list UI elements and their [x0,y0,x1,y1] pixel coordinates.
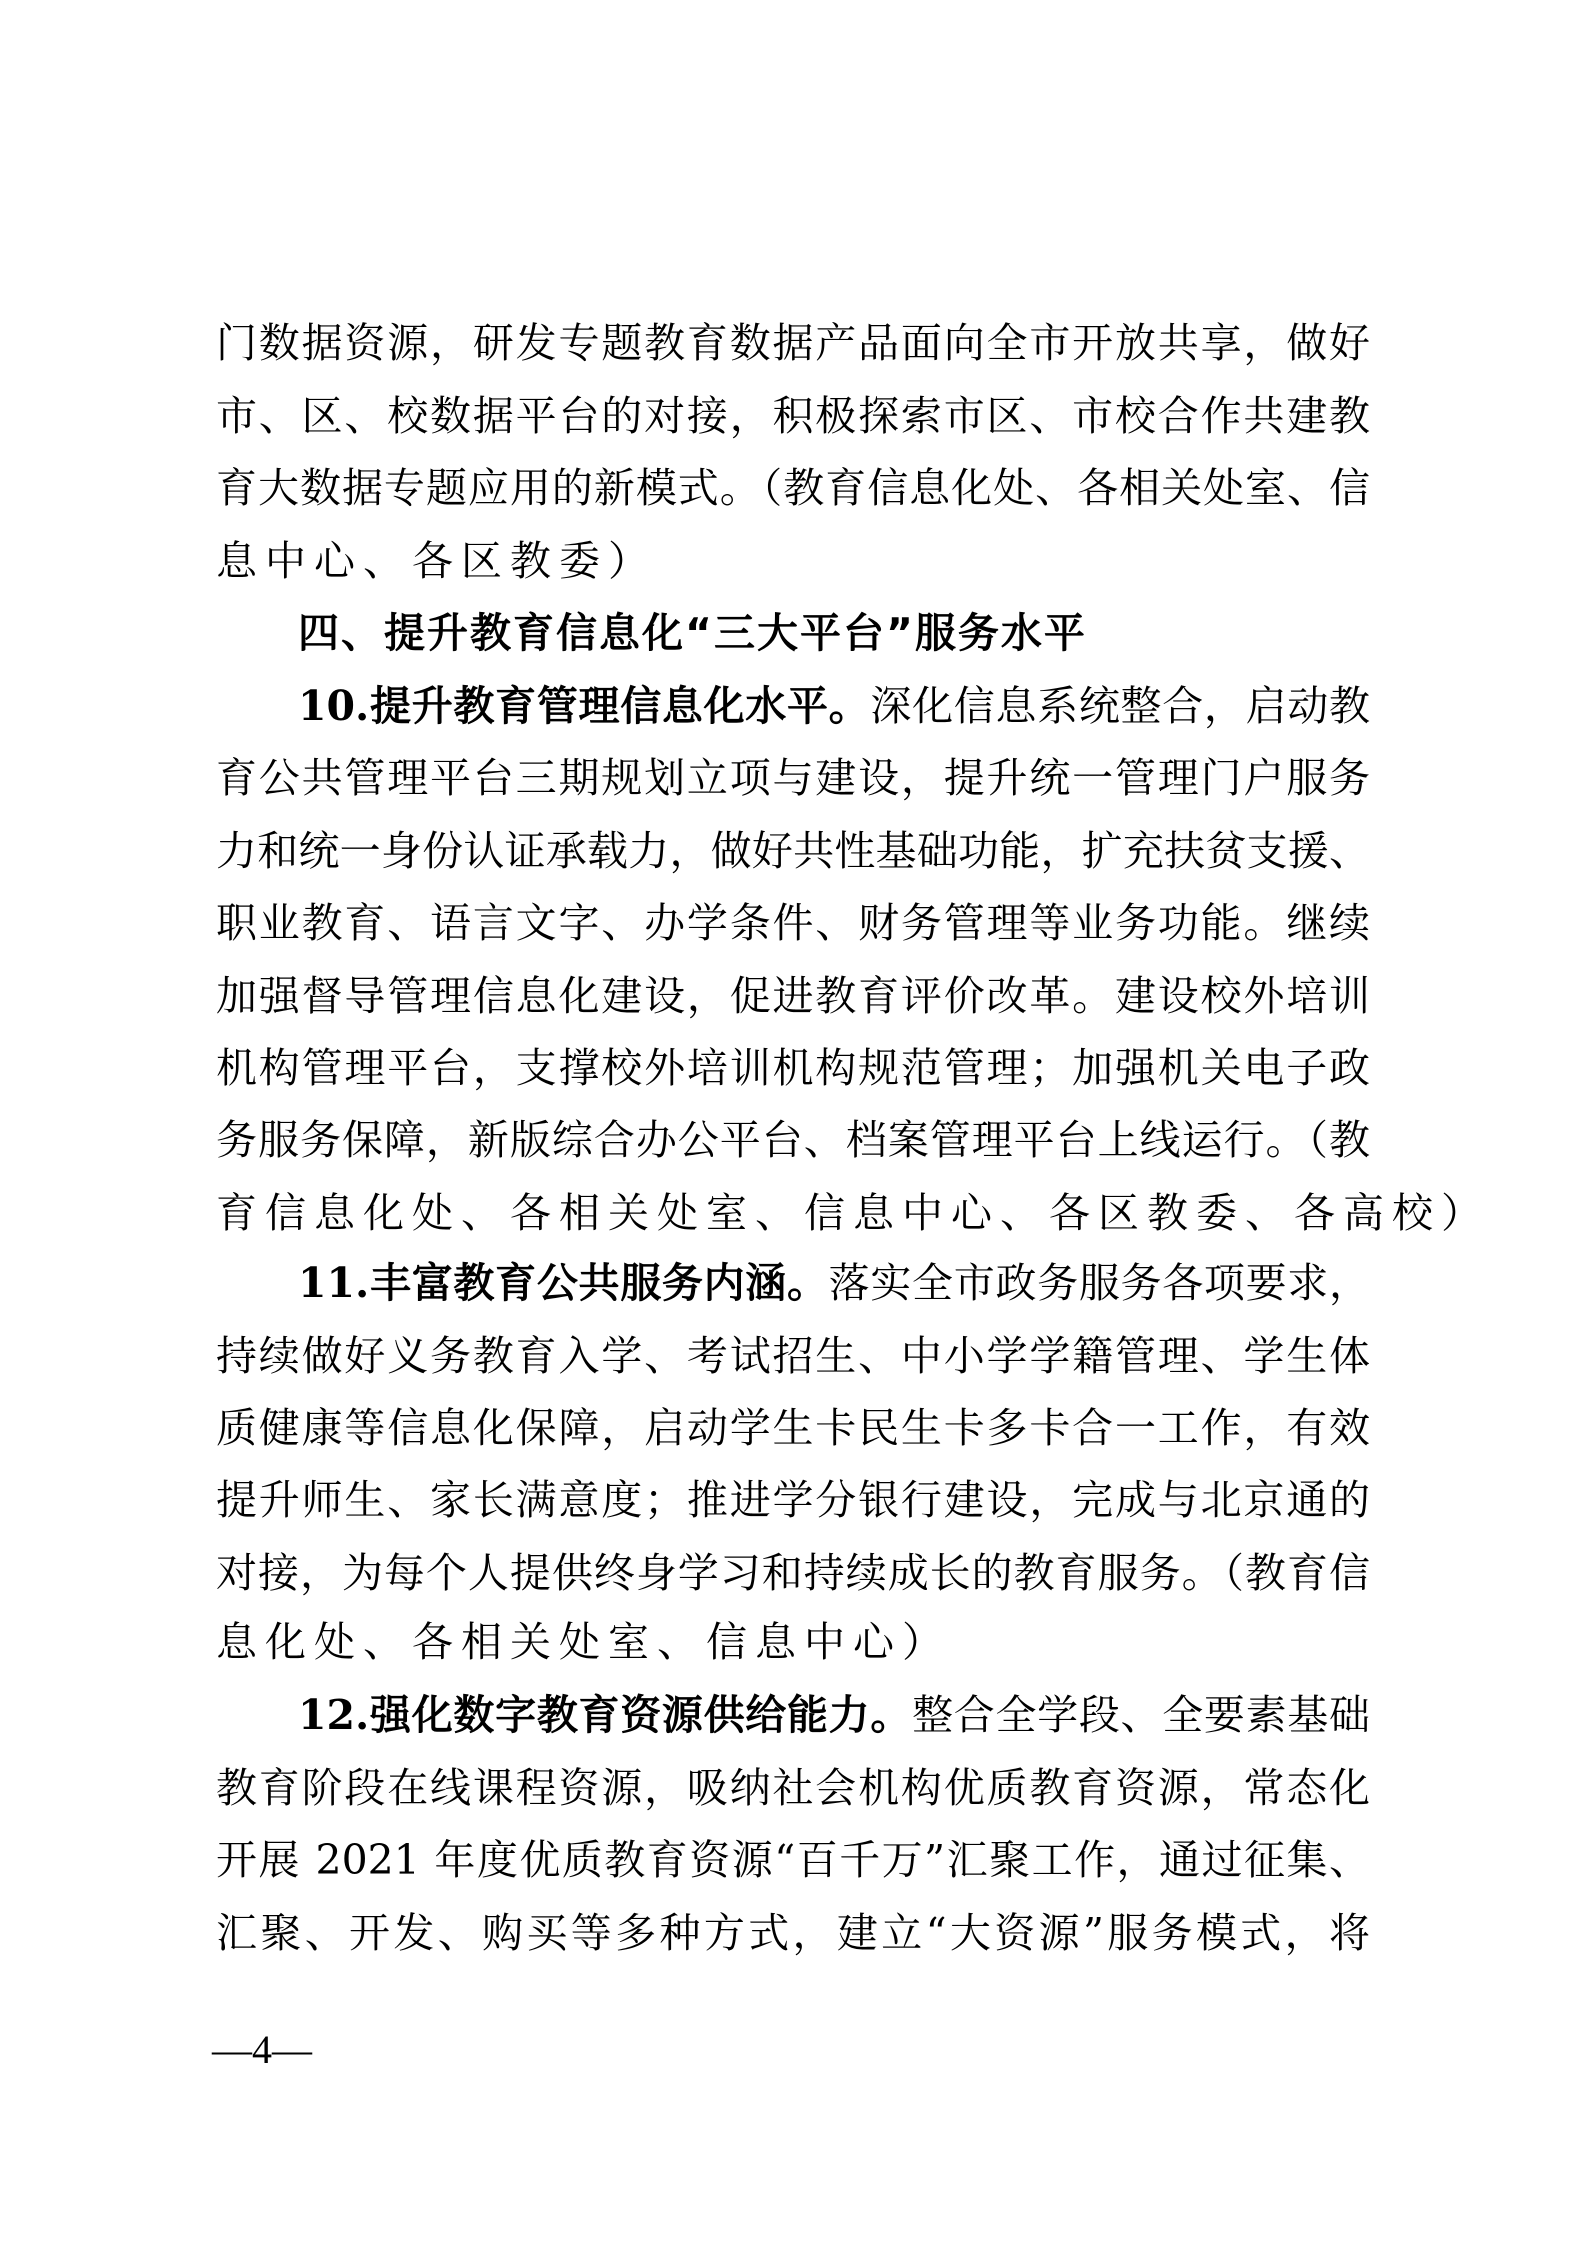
paragraph-line: 教育阶段在线课程资源，吸纳社会机构优质教育资源，常态化 [216,1764,1370,1812]
paragraph-line: 市、区、校数据平台的对接，积极探索市区、市校合作共建教 [216,392,1370,440]
paragraph-line: 门数据资源，研发专题教育数据产品面向全市开放共享，做好 [216,319,1370,367]
paragraph-line: 力和统一身份认证承载力，做好共性基础功能，扩充扶贫支援、 [216,827,1370,875]
item-number: 11. [298,1259,370,1307]
paragraph-line: 职业教育、语言文字、办学条件、财务管理等业务功能。继续 [216,899,1370,947]
item-text: 深化信息系统整合，启动教 [870,682,1371,730]
paragraph-line: 对接，为每个人提供终身学习和持续成长的教育服务。（教育信 [216,1549,1370,1597]
paragraph-line: 息中心、各区教委） [216,537,657,585]
page-number: —4— [212,2027,312,2072]
item-title: 提升教育管理信息化水平。 [369,682,871,730]
paragraph-line: 育信息化处、各相关处室、信息中心、各区教委、各高校） [216,1189,1490,1237]
paragraph-line: 持续做好义务教育入学、考试招生、中小学学籍管理、学生体 [216,1332,1370,1380]
paragraph-line: 开展 2021 年度优质教育资源“百千万”汇聚工作，通过征集、 [216,1836,1370,1884]
paragraph-line: 加强督导管理信息化建设，促进教育评价改革。建设校外培训 [216,972,1370,1020]
item-12-first-line [298,1685,1370,1745]
paragraph-line: 务服务保障，新版综合办公平台、档案管理平台上线运行。（教 [216,1116,1370,1164]
item-title: 强化数字教育资源供给能力。 [369,1691,913,1739]
paragraph-line: 汇聚、开发、购买等多种方式，建立“大资源”服务模式，将 [216,1909,1370,1957]
paragraph-line: 机构管理平台，支撑校外培训机构规范管理；加强机关电子政 [216,1044,1370,1092]
item-title: 丰富教育公共服务内涵。 [369,1259,829,1307]
section-heading: 四、提升教育信息化“三大平台”服务水平 [298,609,1087,657]
item-text: 整合全学段、全要素基础 [912,1691,1371,1739]
item-text: 落实全市政务服务各项要求， [828,1259,1370,1307]
item-number: 12. [298,1691,370,1739]
paragraph-line: 育公共管理平台三期规划立项与建设，提升统一管理门户服务 [216,754,1370,802]
paragraph-line: 息化处、各相关处室、信息中心） [216,1618,951,1666]
item-number: 10. [298,682,370,730]
paragraph-line: 提升师生、家长满意度；推进学分银行建设，完成与北京通的 [216,1476,1370,1524]
paragraph-line: 质健康等信息化保障，启动学生卡民生卡多卡合一工作，有效 [216,1404,1370,1452]
item-11-first-line [298,1253,1370,1313]
paragraph-line: 育大数据专题应用的新模式。（教育信息化处、各相关处室、信 [216,464,1370,512]
item-10-first-line [298,676,1370,736]
